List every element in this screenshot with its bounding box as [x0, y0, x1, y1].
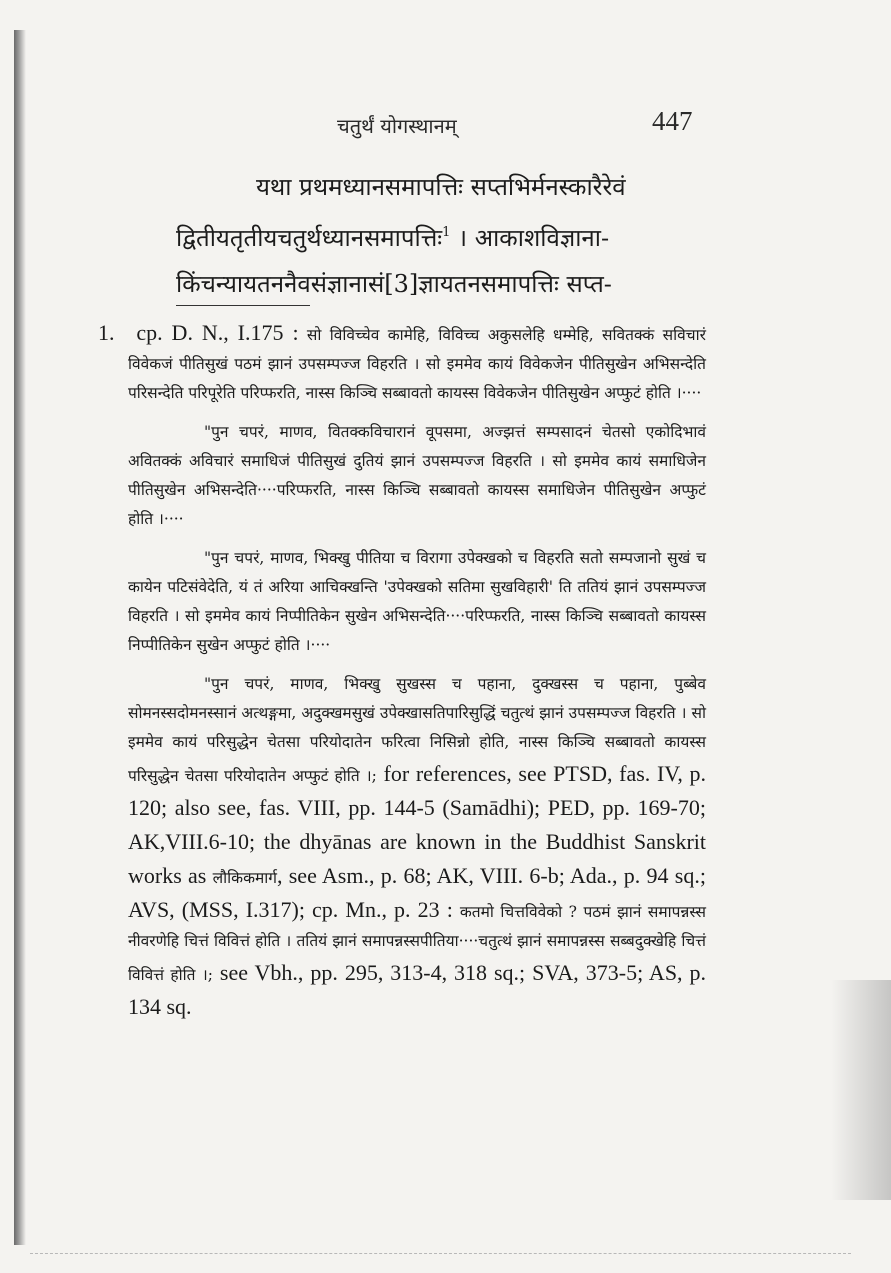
main-text-line-2	[176, 210, 706, 261]
footnote-paragraph-4-dev: "पुन चपरं, माणव, भिक्खु सुखस्स च पहाना, दुक्खस्स च पहाना, पुब्बेव सोमनस्सदोमनस्सानं अत्थङ्गमा, अदुक्खमसुखं उपेक्खासतिपारिसुद्धिं चतुत्थं झानं उपसम्पज्ज विहरति । सो इममेव कायं परिसुद्धेन चेतसा परियोदातेन फरित्वा निसिन्नो होति, नास्स किञ्चि सब्बावतो कायस्स परिसुद्धेन चेतसा परियोदातेन अप्फुटं होति ।;	[128, 675, 706, 785]
page-number: 447	[652, 106, 693, 136]
footnote-reference: cp. D. N., I.175 :	[136, 320, 299, 345]
main-text	[176, 164, 706, 307]
running-head	[0, 102, 891, 142]
main-text-line-2-start: द्वितीयतृतीयचतुर्थध्यानसमापत्तिः	[176, 224, 443, 252]
scan-bottom-edge	[30, 1253, 851, 1254]
footnote-references-a: for references, see PTSD, fas. IV, p. 120; also see, fas. VIII, pp. 144-5 (Samādhi); PED, pp. 169-70; AK,VIII.6-10; the dhyānas are known in the Buddhist Sanskrit works as	[128, 761, 707, 888]
footnote-paragraph-4	[98, 670, 706, 1024]
main-text-line-1: यथा प्रथमध्यानसमापत्तिः सप्तभिर्मनस्कारैरेवं	[256, 173, 626, 201]
footnote-paragraph-3: "पुन चपरं, माणव, भिक्खु पीतिया च विरागा उपेक्खको च विहरति सतो सम्पजानो सुखं च कायेन पटिसंवेदेति, यं तं अरिया आचिक्खन्ति 'उपेक्खको सतिमा सुखविहारी' ति ततियं झानं उपसम्पज्ज विहरति । सो इममेव कायं निप्पीतिकेन सुखेन अभिसन्देति····परिप्फरति, नास्स किञ्चि सब्बावतो कायस्स निप्पीतिकेन सुखेन अप्फुटं होति ।····	[128, 549, 706, 654]
footnote-separator	[176, 305, 310, 306]
footnote-marker[interactable]: 1	[442, 225, 451, 240]
footnote-references-b: , see Asm., p. 68; AK, VIII. 6-b; Ada., p. 94 sq.; AVS, (MSS, I.317); cp. Mn., p. 23 :	[128, 863, 706, 922]
main-text-line-3: किंचन्यायतननैवसंज्ञानासं[3]ज्ञायतनसमापत्तिः सप्त-	[176, 270, 612, 298]
footnote-references-c: see Vbh., pp. 295, 313-4, 318 sq.; SVA, 373-5; AS, p. 134 sq.	[128, 960, 706, 1019]
footnote-paragraph-2: "पुन चपरं, माणव, वितक्कविचारानं वूपसमा, अज्झत्तं सम्पसादनं चेतसो एकोदिभावं अवितक्कं अविचारं समाधिजं पीतिसुखं दुतियं झानं उपसम्पज्ज विहरति । सो इममेव कायं समाधिजेन पीतिसुखेन अभिसन्देति····परिप्फरति, नास्स किञ्चि सब्बावतो कायस्स समाधिजेन पीतिसुखेन अप्फुटं होति ।····	[128, 423, 706, 528]
footnote-paragraph-1	[98, 318, 706, 408]
footnote-paragraph-1-text: सो विविच्चेव कामेहि, विविच्च अकुसलेहि धम्मेहि, सवितक्कं सविचारं विवेकजं पीतिसुखं पठमं झानं उपसम्पज्ज विहरति । सो इममेव कायं विवेकजेन पीतिसुखेन अभिसन्देति परिसन्देति परिपूरेति परिप्फरति, नास्स किञ्चि सब्बावतो कायस्स विवेकजेन पीतिसुखेन अप्फुटं होति ।····	[128, 326, 706, 402]
running-title: चतुर्थं योगस्थानम्	[337, 114, 457, 138]
scan-corner-shadow	[831, 980, 891, 1200]
footnote-number: 1.	[98, 320, 115, 345]
footnote	[98, 318, 706, 1024]
footnote-references-dev-2: कतमो चित्तविवेको ? पठमं झानं समापन्नस्स नीवरणेहि चित्तं विवित्तं होति । ततियं झानं समापन्नस्सपीतिया····चतुत्थं झानं समापन्नस्स सब्बदुक्खेहि चित्तं विवित्तं होति ।;	[128, 903, 706, 984]
scan-edge-shadow	[14, 30, 26, 1245]
footnote-references-dev-1: लौकिकमार्ग	[212, 869, 277, 887]
main-text-line-2-end: । आकाशविज्ञाना-	[450, 224, 610, 252]
